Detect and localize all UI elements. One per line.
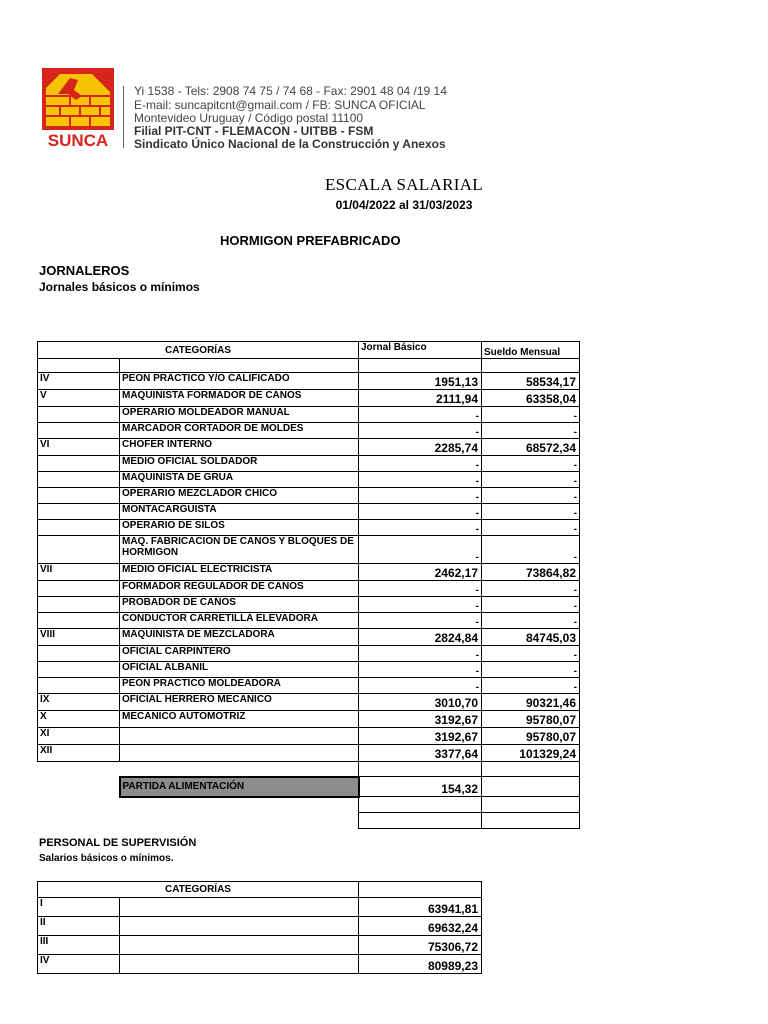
section-title: HORMIGON PREFABRICADO: [220, 233, 401, 248]
sueldo-cell: -: [482, 662, 580, 678]
category-cell: VII: [38, 564, 120, 581]
category-cell: [38, 488, 120, 504]
category-cell: [38, 597, 120, 613]
sueldo-cell: -: [482, 488, 580, 504]
header-jornal: Jornal Básico: [359, 342, 482, 359]
jornal-cell: 2111,94: [359, 390, 482, 407]
partida-label: PARTIDA ALIMENTACIÓN: [120, 777, 359, 797]
category-cell: [38, 456, 120, 472]
jornal-cell: -: [359, 678, 482, 694]
category-cell: VIII: [38, 629, 120, 646]
spacer-row: [38, 813, 580, 829]
description-cell: OPERARIO MOLDEADOR MANUAL: [120, 407, 359, 423]
category-cell: [38, 423, 120, 439]
category-cell: XII: [38, 745, 120, 762]
salary-cell: 80989,23: [359, 955, 482, 974]
table-row: [38, 646, 580, 662]
table-row: [38, 423, 580, 439]
jornal-cell: 3377,64: [359, 745, 482, 762]
category-cell: V: [38, 390, 120, 407]
jornal-cell: 3192,67: [359, 728, 482, 745]
table-row: [38, 390, 580, 407]
jornal-cell: -: [359, 520, 482, 536]
table-row: [38, 745, 580, 762]
sueldo-cell: -: [482, 581, 580, 597]
jornal-cell: 2462,17: [359, 564, 482, 581]
table-row: [38, 613, 580, 629]
table-header-row: [38, 882, 482, 898]
jornal-cell: -: [359, 536, 482, 564]
sueldo-cell: -: [482, 520, 580, 536]
sueldo-cell: 95780,07: [482, 711, 580, 728]
description-cell: OPERARIO DE SILOS: [120, 520, 359, 536]
description-cell: MEDIO OFICIAL ELECTRICISTA: [120, 564, 359, 581]
category-cell: [38, 581, 120, 597]
sueldo-cell: 84745,03: [482, 629, 580, 646]
jornal-cell: 2285,74: [359, 439, 482, 456]
category-cell: XI: [38, 728, 120, 745]
table-row: [38, 662, 580, 678]
description-cell: CONDUCTOR CARRETILLA ELEVADORA: [120, 613, 359, 629]
sueldo-cell: 95780,07: [482, 728, 580, 745]
sueldo-cell: 101329,24: [482, 745, 580, 762]
salary-cell: 69632,24: [359, 917, 482, 936]
description-cell: OFICIAL ALBANIL: [120, 662, 359, 678]
description-cell: PEON PRACTICO Y/O CALIFICADO: [120, 373, 359, 390]
header-address: Yi 1538 - Tels: 2908 74 75 / 74 68 - Fax: 2901 48 04 /19 14: [134, 84, 447, 98]
table-row: [38, 936, 482, 955]
sueldo-cell: 63358,04: [482, 390, 580, 407]
description-cell: MARCADOR CORTADOR DE MOLDES: [120, 423, 359, 439]
sunca-logo: [40, 66, 116, 152]
sueldo-cell: -: [482, 536, 580, 564]
description-cell: [120, 917, 359, 936]
supervision-title: PERSONAL DE SUPERVISIÓN: [39, 837, 197, 849]
header-categorias: CATEGORÍAS: [38, 882, 359, 898]
category-cell: II: [38, 917, 120, 936]
page-title: ESCALA SALARIAL: [325, 175, 483, 194]
header-affiliation: Filial PIT-CNT - FLEMACON - UITBB - FSM: [134, 124, 374, 138]
header-email: E-mail: suncapitcnt@gmail.com / FB: SUNCA OFICIAL: [134, 98, 426, 112]
table-row: [38, 520, 580, 536]
salary-cell: 75306,72: [359, 936, 482, 955]
date-range: 01/04/2022 al 31/03/2023: [335, 198, 473, 212]
description-cell: [120, 898, 359, 917]
jornal-cell: -: [359, 613, 482, 629]
supervision-table: [37, 881, 482, 974]
category-cell: [38, 520, 120, 536]
sueldo-cell: -: [482, 504, 580, 520]
jornal-cell: 3010,70: [359, 694, 482, 711]
table-row: [38, 898, 482, 917]
header-categorias: CATEGORÍAS: [38, 342, 359, 359]
table-row: [38, 597, 580, 613]
category-cell: [38, 504, 120, 520]
jornal-cell: -: [359, 472, 482, 488]
description-cell: MONTACARGUISTA: [120, 504, 359, 520]
description-cell: OPERARIO MEZCLADOR CHICO: [120, 488, 359, 504]
table-row: [38, 439, 580, 456]
sueldo-cell: -: [482, 613, 580, 629]
category-cell: [38, 407, 120, 423]
description-cell: [120, 745, 359, 762]
category-cell: VI: [38, 439, 120, 456]
jornal-cell: -: [359, 662, 482, 678]
table-row: [38, 488, 580, 504]
description-cell: [120, 955, 359, 974]
description-cell: MAQ. FABRICACION DE CANOS Y BLOQUES DE HORMIGON: [120, 536, 359, 564]
table-row: [38, 536, 580, 564]
table-row: [38, 456, 580, 472]
sueldo-cell: 90321,46: [482, 694, 580, 711]
salary-cell: 63941,81: [359, 898, 482, 917]
table-row: [38, 581, 580, 597]
jornal-cell: -: [359, 646, 482, 662]
table-row: [38, 504, 580, 520]
table-row: [38, 407, 580, 423]
header-sueldo: Sueldo Mensual: [482, 342, 580, 359]
table-row: [38, 694, 580, 711]
description-cell: MAQUINISTA DE MEZCLADORA: [120, 629, 359, 646]
table-row: [38, 373, 580, 390]
category-cell: I: [38, 898, 120, 917]
category-cell: IV: [38, 955, 120, 974]
category-cell: [38, 613, 120, 629]
jornaleros-subtitle: Jornales básicos o mínimos: [39, 280, 200, 294]
table-row: [38, 728, 580, 745]
jornal-cell: -: [359, 407, 482, 423]
spacer-row: [38, 797, 580, 813]
description-cell: PROBADOR DE CAÑOS: [120, 597, 359, 613]
sueldo-cell: 73864,82: [482, 564, 580, 581]
sueldo-cell: -: [482, 646, 580, 662]
jornal-cell: -: [359, 581, 482, 597]
sueldo-cell: -: [482, 407, 580, 423]
sueldo-cell: -: [482, 456, 580, 472]
description-cell: PEON PRACTICO MOLDEADORA: [120, 678, 359, 694]
header-divider: [123, 86, 124, 148]
table-row: [38, 564, 580, 581]
logo-text: SUNCA: [47, 131, 109, 150]
table-row: [38, 629, 580, 646]
category-cell: [38, 662, 120, 678]
description-cell: MAQUINISTA FORMADOR DE CANOS: [120, 390, 359, 407]
table-row: [38, 472, 580, 488]
table-header-row: [38, 342, 580, 359]
jornaleros-title: JORNALEROS: [39, 263, 130, 278]
description-cell: OFICIAL HERRERO MECANICO: [120, 694, 359, 711]
jornal-cell: -: [359, 423, 482, 439]
header-union-name: Sindicato Único Nacional de la Construcción y Anexos: [134, 137, 446, 151]
category-cell: [38, 536, 120, 564]
jornal-cell: -: [359, 504, 482, 520]
table-row: [38, 678, 580, 694]
jornal-cell: -: [359, 456, 482, 472]
supervision-subtitle: Salarios básicos o mínimos.: [39, 853, 174, 864]
table-row: [38, 711, 580, 728]
sueldo-cell: 68572,34: [482, 439, 580, 456]
sueldo-cell: 58534,17: [482, 373, 580, 390]
description-cell: MECANICO AUTOMOTRIZ: [120, 711, 359, 728]
description-cell: [120, 936, 359, 955]
sueldo-cell: -: [482, 678, 580, 694]
jornal-cell: 2824,84: [359, 629, 482, 646]
partida-value: 154,32: [359, 777, 482, 797]
header-city: Montevideo Uruguay / Código postal 11100: [134, 111, 364, 125]
category-cell: [38, 472, 120, 488]
sueldo-cell: -: [482, 472, 580, 488]
category-cell: IV: [38, 373, 120, 390]
jornal-cell: -: [359, 597, 482, 613]
table-row: [38, 955, 482, 974]
category-cell: [38, 678, 120, 694]
jornal-cell: 3192,67: [359, 711, 482, 728]
description-cell: CHOFER INTERNO: [120, 439, 359, 456]
sueldo-cell: -: [482, 597, 580, 613]
category-cell: IX: [38, 694, 120, 711]
spacer-row: [38, 359, 580, 373]
spacer-row: [38, 762, 580, 777]
description-cell: MEDIO OFICIAL SOLDADOR: [120, 456, 359, 472]
category-cell: III: [38, 936, 120, 955]
jornaleros-table: [37, 341, 580, 829]
table-row: [38, 917, 482, 936]
description-cell: MAQUINISTA DE GRUA: [120, 472, 359, 488]
category-cell: [38, 646, 120, 662]
description-cell: [120, 728, 359, 745]
sueldo-cell: -: [482, 423, 580, 439]
jornal-cell: -: [359, 488, 482, 504]
description-cell: OFICIAL CARPINTERO: [120, 646, 359, 662]
partida-row: [38, 777, 580, 797]
description-cell: FORMADOR REGULADOR DE CANOS: [120, 581, 359, 597]
jornal-cell: 1951,13: [359, 373, 482, 390]
category-cell: X: [38, 711, 120, 728]
